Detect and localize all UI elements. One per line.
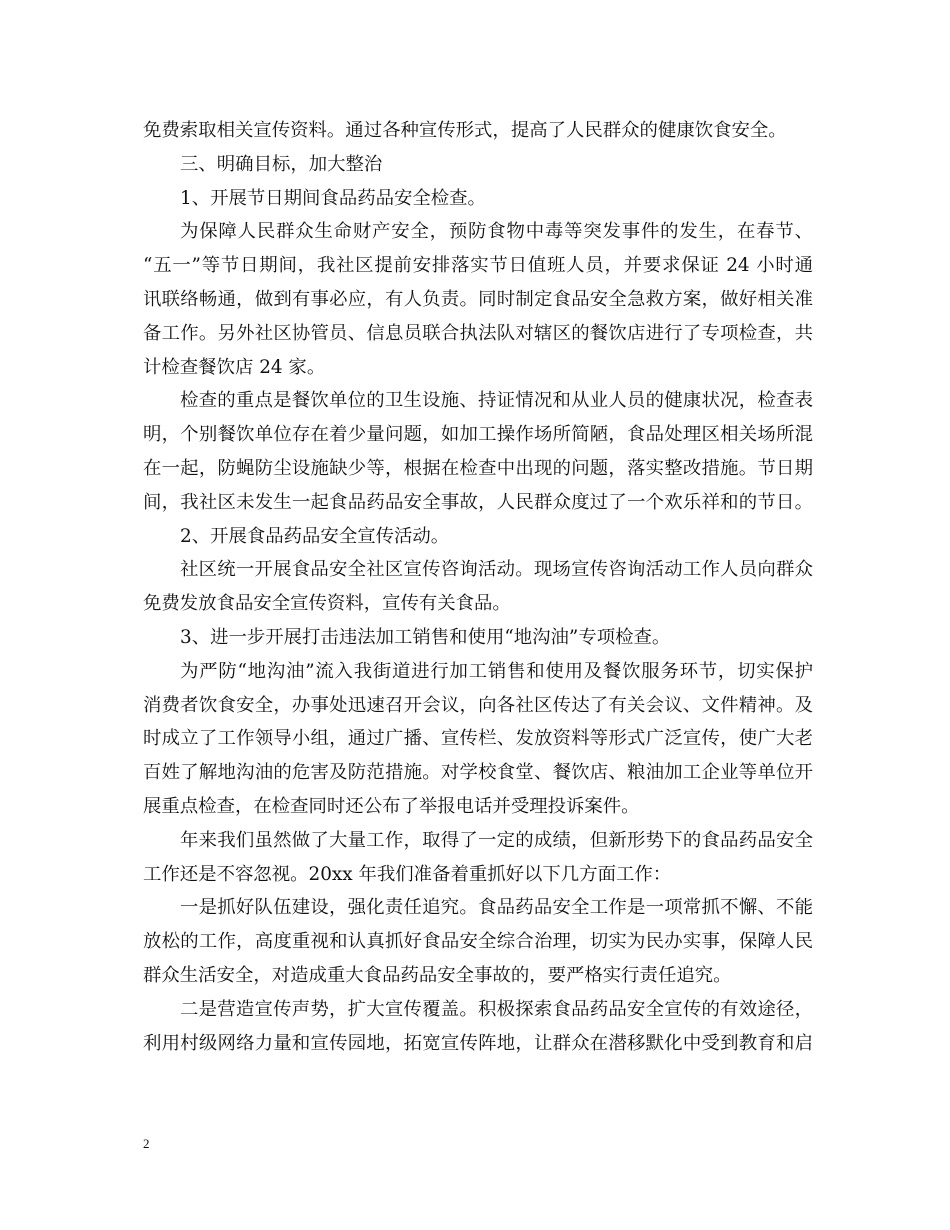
text-line: 放松的工作，高度重视和认真抓好食品安全综合治理，切实为民办实事，保障人民 (143, 931, 813, 953)
text-line: 二是营造宣传声势，扩大宣传覆盖。积极探索食品药品安全宣传的有效途径， (180, 998, 813, 1020)
text-line: “五一”等节日期间，我社区提前安排落实节日值班人员，并要求保证 24 小时通 (143, 255, 813, 277)
text-line: 免费发放食品安全宣传资料，宣传有关食品。 (143, 593, 511, 615)
text-line: 检查的重点是餐饮单位的卫生设施、持证情况和从业人员的健康状况，检查表 (180, 390, 813, 412)
text-line: 为严防“地沟油”流入我街道进行加工销售和使用及餐饮服务环节，切实保护 (180, 660, 813, 682)
subsection-heading: 2、开展食品药品安全宣传活动。 (180, 525, 450, 547)
subsection-heading: 1、开展节日期间食品药品安全检查。 (180, 187, 486, 209)
text-line: 计检查餐饮店 24 家。 (143, 356, 326, 378)
text-line: 一是抓好队伍建设，强化责任追究。食品药品安全工作是一项常抓不懈、不能 (180, 897, 813, 919)
text-line: 工作还是不容忽视。20xx 年我们准备着重抓好以下几方面工作： (143, 863, 672, 885)
text-line: 利用村级网络力量和宣传园地，拓宽宣传阵地，让群众在潜移默化中受到教育和启 (143, 1032, 813, 1054)
text-line: 在一起，防蝇防尘设施缺少等，根据在检查中出现的问题，落实整改措施。节日期 (143, 457, 813, 479)
text-line: 百姓了解地沟油的危害及防范措施。对学校食堂、餐饮店、粮油加工企业等单位开 (143, 762, 813, 784)
text-line: 为保障人民群众生命财产安全，预防食物中毒等突发事件的发生，在春节、 (180, 221, 813, 243)
text-line: 明，个别餐饮单位存在着少量问题，如加工操作场所简陋，食品处理区相关场所混 (143, 424, 813, 446)
subsection-heading: 3、进一步开展打击违法加工销售和使用“地沟油”专项检查。 (180, 626, 671, 648)
section-heading: 三、明确目标，加大整治 (180, 153, 383, 175)
text-line: 消费者饮食安全，办事处迅速召开会议，向各社区传达了有关会议、文件精神。及 (143, 694, 813, 716)
text-line: 间，我社区未发生一起食品药品安全事故，人民群众度过了一个欢乐祥和的节日。 (143, 491, 813, 513)
text-line: 展重点检查，在检查同时还公布了举报电话并受理投诉案件。 (143, 795, 640, 817)
document-body (143, 114, 813, 1060)
text-line: 讯联络畅通，做到有事必应，有人负责。同时制定食品安全急救方案，做好相关准 (143, 288, 813, 310)
text-line: 时成立了工作领导小组，通过广播、宣传栏、发放资料等形式广泛宣传，使广大老 (143, 728, 813, 750)
text-line: 社区统一开展食品安全社区宣传咨询活动。现场宣传咨询活动工作人员向群众 (180, 559, 813, 581)
text-line: 备工作。另外社区协管员、信息员联合执法队对辖区的餐饮店进行了专项检查，共 (143, 322, 813, 344)
text-line: 年来我们虽然做了大量工作，取得了一定的成绩，但新形势下的食品药品安全 (180, 829, 813, 851)
text-line: 群众生活安全，对造成重大食品药品安全事故的，要严格实行责任追究。 (143, 964, 732, 986)
text-line: 免费索取相关宣传资料。通过各种宣传形式，提高了人民群众的健康饮食安全。 (143, 120, 787, 141)
page-number: 2 (143, 1136, 150, 1151)
